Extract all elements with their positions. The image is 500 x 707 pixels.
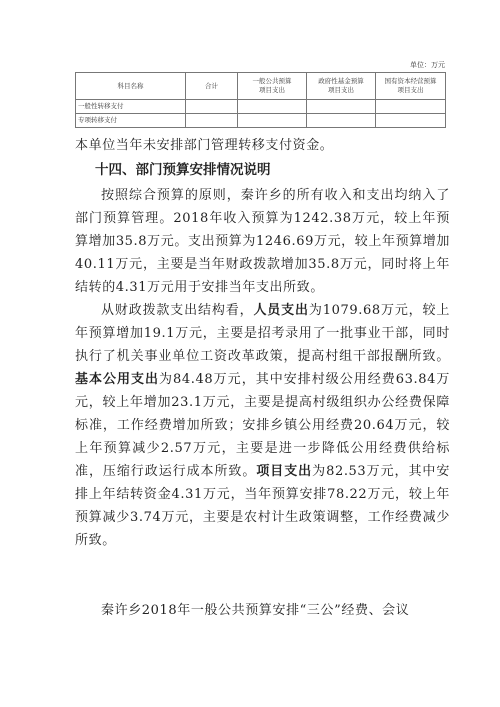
header-cell: 政府性基金预算 项目支出 [307, 73, 376, 100]
table-cell [238, 114, 307, 128]
table-cell [186, 100, 238, 114]
table-cell [307, 114, 376, 128]
table-cell [307, 100, 376, 114]
table-header-row [76, 73, 446, 100]
table-row [76, 114, 446, 128]
table-cell [238, 100, 307, 114]
header-cell: 一般公共预算 项目支出 [238, 73, 307, 100]
project-expense-term: 项目支出 [256, 464, 313, 479]
section-heading: 十四、部门预算安排情况说明 [95, 162, 271, 178]
paragraph-three-public-expenses: 秦许乡2018年一般公共预算安排“三公”经费、会议 [101, 603, 410, 618]
table-cell [186, 114, 238, 128]
unit-label: 单位：万元 [410, 61, 445, 69]
paragraph-budget-overview: 按照综合预算的原则，秦许乡的所有收入和支出均纳入了部门预算管理。2018年收入预算为1242.38万元，较上年预算增加35.8万元。支出预算为1246.69万元，较上年预算增加40.11万元，主要是当年财政拨款增加35.8万元，同时将上年结转的4.31万元用于安排当年支出所致。 [75, 188, 450, 295]
header-cell: 合计 [186, 73, 238, 100]
transfer-note: 本单位当年未安排部门管理转移支付资金。 [75, 138, 334, 153]
table-cell: 专项转移支付 [76, 114, 186, 128]
header-cell: 国有资本经营预算 项目支出 [376, 73, 446, 100]
transfer-payment-table [75, 72, 446, 128]
paragraph-expenditure-structure: 从财政拨款支出结构看，人员支出为1079.68万元，较上年预算增加19.1万元，主要是招考录用了一批事业干部，同时执行了机关事业单位工资改革政策，提高村组干部报酬所致。基本公用支出为84.48万元，其中安排村级公用经费63.84万元，较上年增加23.1万元，主要是提高村级组织办公经费保障标准，工作经费增加所致；安排乡镇公用经费20.64万元，较上年预算减少2.57万元，主要是进一步降低公用经费供给标准，压缩行政运行成本所致。项目支出为82.53万元，其中安排上年结转资金4.31万元，当年预算安排78.22万元，较上年预算减少3.74万元，主要是农村计生政策调整，工作经费减少所致。 [75, 303, 450, 548]
table-cell [376, 114, 446, 128]
header-cell: 科目名称 [76, 73, 186, 100]
personnel-expense-term: 人员支出 [253, 303, 309, 318]
basic-public-expense-term: 基本公用支出 [75, 372, 160, 387]
table-row [76, 100, 446, 114]
table-cell [376, 100, 446, 114]
table-cell: 一般性转移支付 [76, 100, 186, 114]
